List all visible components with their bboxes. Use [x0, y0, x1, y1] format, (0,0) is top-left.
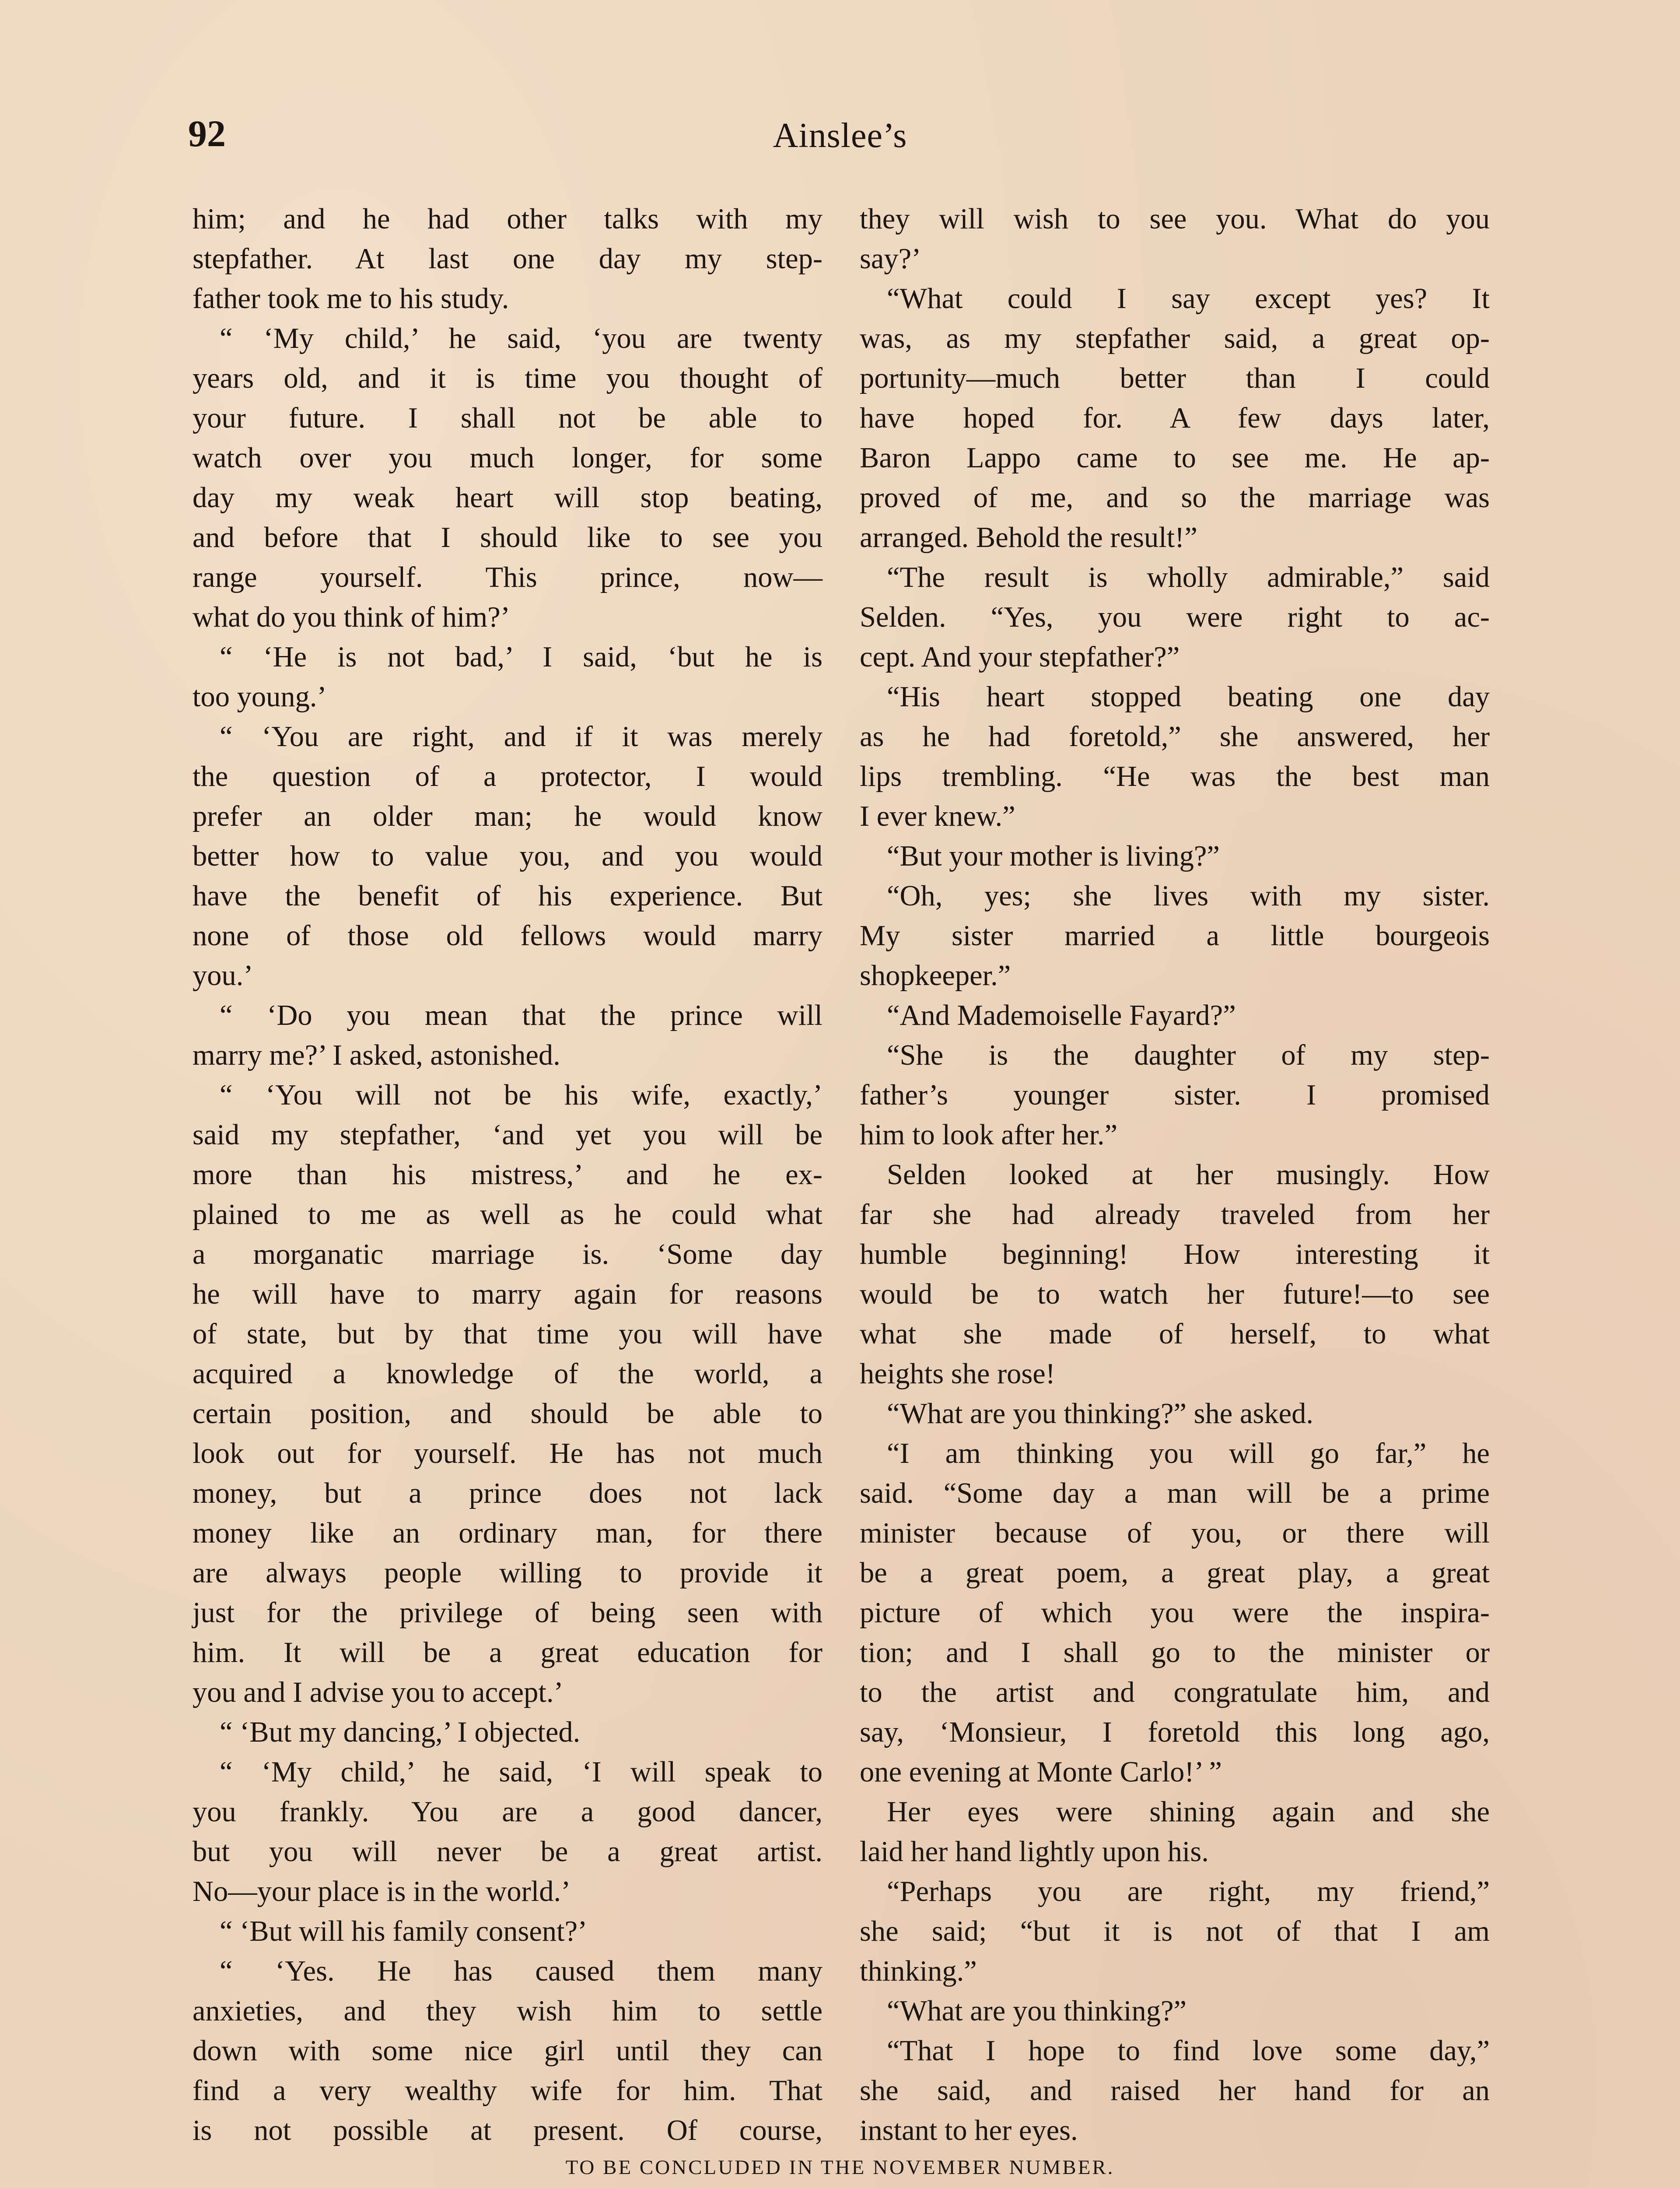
text-line: “And Mademoiselle Fayard?” [887, 999, 1236, 1031]
text-line: Selden. “Yes, you were right to ac- [860, 601, 1490, 633]
text-line: “What are you thinking?” she asked. [887, 1398, 1313, 1430]
text-line: “ ‘My child,’ he said, ‘I will speak to [220, 1756, 822, 1788]
right-column [860, 199, 1490, 2150]
text-line: My sister married a little bourgeois [860, 920, 1490, 952]
text-line: him. It will be a great education for [192, 1637, 822, 1669]
text-line: down with some nice girl until they can [192, 2035, 822, 2067]
text-line: proved of me, and so the marriage was [860, 482, 1490, 514]
text-line: was, as my stepfather said, a great op- [860, 323, 1490, 354]
text-line: “ ‘Yes. He has caused them many [220, 1955, 822, 1987]
text-line: a morganatic marriage is. ‘Some day [192, 1238, 822, 1270]
running-head: Ainslee’s [773, 116, 907, 155]
text-line: thinking.” [860, 1955, 977, 1987]
text-line: would be to watch her future!—to see [860, 1278, 1490, 1310]
text-line: money, but a prince does not lack [192, 1477, 822, 1509]
text-line: say?’ [860, 243, 921, 275]
text-line: “ ‘Do you mean that the prince will [220, 999, 822, 1031]
text-line: father took me to his study. [192, 283, 509, 315]
text-line: none of those old fellows would marry [192, 920, 822, 952]
text-line: “ ‘You are right, and if it was merely [220, 721, 822, 753]
text-line: look out for yourself. He has not much [192, 1438, 822, 1469]
text-line: cept. And your stepfather?” [860, 641, 1180, 673]
text-line: “ ‘My child,’ he said, ‘you are twenty [220, 323, 822, 354]
text-line: find a very wealthy wife for him. That [192, 2075, 822, 2107]
text-line: humble beginning! How interesting it [860, 1238, 1490, 1270]
text-line: he will have to marry again for reasons [192, 1278, 822, 1310]
text-line: lips trembling. “He was the best man [860, 761, 1490, 792]
text-line: the question of a protector, I would [192, 761, 822, 792]
text-line: she said, and raised her hand for an [860, 2075, 1490, 2107]
text-line: No—your place is in the world.’ [192, 1876, 571, 1907]
text-line: she said; “but it is not of that I am [860, 1915, 1490, 1947]
page-number: 92 [188, 112, 226, 154]
text-line: “What could I say except yes? It [887, 283, 1490, 315]
text-line: range yourself. This prince, now— [192, 561, 822, 593]
text-line: just for the privilege of being seen with [192, 1597, 822, 1629]
text-line: better how to value you, and you would [192, 840, 822, 872]
text-line: “ ‘But my dancing,’ I objected. [220, 1716, 581, 1748]
text-line: Baron Lappo came to see me. He ap- [860, 442, 1490, 474]
text-line: “ ‘You will not be his wife, exactly,’ [220, 1079, 822, 1111]
text-line: heights she rose! [860, 1358, 1055, 1390]
text-line: laid her hand lightly upon his. [860, 1836, 1209, 1868]
text-line: “ ‘He is not bad,’ I said, ‘but he is [220, 641, 822, 673]
text-line: said. “Some day a man will be a prime [860, 1477, 1490, 1509]
text-line: one evening at Monte Carlo!’ ” [860, 1756, 1222, 1788]
text-line: day my weak heart will stop beating, [192, 482, 822, 514]
text-line: picture of which you were the inspira- [860, 1597, 1490, 1629]
text-line: far she had already traveled from her [860, 1199, 1490, 1231]
text-line: “His heart stopped beating one day [887, 681, 1490, 713]
text-line: him; and he had other talks with my [192, 203, 822, 235]
text-line: what do you think of him?’ [192, 601, 510, 633]
text-line: “She is the daughter of my step- [887, 1039, 1490, 1071]
text-line: “Perhaps you are right, my friend,” [887, 1876, 1490, 1907]
text-line: minister because of you, or there will [860, 1517, 1490, 1549]
text-line: you.’ [192, 960, 253, 992]
text-line: what she made of herself, to what [860, 1318, 1490, 1350]
text-line: have hoped for. A few days later, [860, 402, 1490, 434]
text-line: prefer an older man; he would know [192, 800, 822, 832]
text-line: say, ‘Monsieur, I foretold this long ago, [860, 1716, 1490, 1748]
continuation-note: TO BE CONCLUDED IN THE NOVEMBER NUMBER. [565, 2156, 1115, 2179]
text-line: acquired a knowledge of the world, a [192, 1358, 822, 1390]
text-line: watch over you much longer, for some [192, 442, 822, 474]
text-line: your future. I shall not be able to [192, 402, 822, 434]
text-line: and before that I should like to see you [192, 522, 822, 554]
text-line: be a great poem, a great play, a great [860, 1557, 1490, 1589]
text-line: father’s younger sister. I promised [860, 1079, 1490, 1111]
text-line: “Oh, yes; she lives with my sister. [887, 880, 1490, 912]
text-line: years old, and it is time you thought of [192, 362, 822, 394]
text-line: money like an ordinary man, for there [192, 1517, 822, 1549]
text-line: but you will never be a great artist. [192, 1836, 822, 1868]
text-line: Selden looked at her musingly. How [887, 1159, 1490, 1191]
text-line: they will wish to see you. What do you [860, 203, 1490, 235]
text-line: “I am thinking you will go far,” he [887, 1438, 1490, 1469]
text-line: instant to her eyes. [860, 2114, 1078, 2146]
text-line: have the benefit of his experience. But [192, 880, 822, 912]
text-line: is not possible at present. Of course, [192, 2114, 822, 2146]
text-line: you and I advise you to accept.’ [192, 1676, 564, 1708]
text-line: plained to me as well as he could what [192, 1199, 822, 1231]
text-line: certain position, and should be able to [192, 1398, 822, 1430]
text-line: anxieties, and they wish him to settle [192, 1995, 822, 2027]
text-line: as he had foretold,” she answered, her [860, 721, 1490, 753]
text-line: you frankly. You are a good dancer, [192, 1796, 822, 1828]
text-line: said my stepfather, ‘and yet you will be [192, 1119, 822, 1151]
text-line: marry me?’ I asked, astonished. [192, 1039, 560, 1071]
text-line: more than his mistress,’ and he ex- [192, 1159, 822, 1191]
text-line: too young.’ [192, 681, 327, 713]
text-line: of state, but by that time you will have [192, 1318, 822, 1350]
text-line: portunity—much better than I could [860, 362, 1490, 394]
text-line: “The result is wholly admirable,” said [887, 561, 1490, 593]
text-line: to the artist and congratulate him, and [860, 1676, 1490, 1708]
text-line: tion; and I shall go to the minister or [860, 1637, 1490, 1669]
text-line: arranged. Behold the result!” [860, 522, 1197, 554]
text-line: “But your mother is living?” [887, 840, 1220, 872]
text-line: “ ‘But will his family consent?’ [220, 1915, 588, 1947]
text-line: shopkeeper.” [860, 960, 1011, 992]
text-line: stepfather. At last one day my step- [192, 243, 822, 275]
text-line: “That I hope to find love some day,” [887, 2035, 1490, 2067]
text-line: are always people willing to provide it [192, 1557, 822, 1589]
text-line: I ever knew.” [860, 800, 1015, 832]
text-line: him to look after her.” [860, 1119, 1118, 1151]
left-column [192, 199, 822, 2150]
text-line: “What are you thinking?” [887, 1995, 1187, 2027]
text-line: Her eyes were shining again and she [887, 1796, 1490, 1828]
